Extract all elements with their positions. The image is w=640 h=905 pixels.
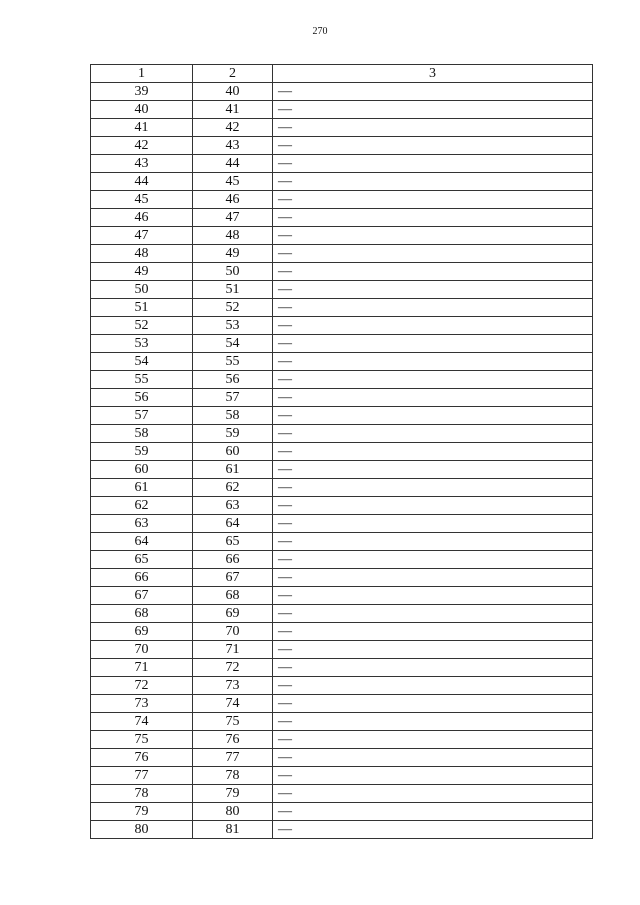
table-cell-c1: 60 <box>91 461 193 479</box>
table-row <box>91 461 593 479</box>
table-cell-c2: 42 <box>193 119 273 137</box>
table-cell-c1: 65 <box>91 551 193 569</box>
table-row <box>91 335 593 353</box>
table-cell-c2: 53 <box>193 317 273 335</box>
table-cell-c2: 56 <box>193 371 273 389</box>
table-cell-c3: — <box>273 281 593 299</box>
table-cell-c2: 66 <box>193 551 273 569</box>
table-cell-c3: — <box>273 569 593 587</box>
table-cell-c1: 56 <box>91 389 193 407</box>
table-cell-c3: — <box>273 137 593 155</box>
table-row <box>91 245 593 263</box>
table-cell-c1: 45 <box>91 191 193 209</box>
table-cell-c1: 80 <box>91 821 193 839</box>
table-cell-c3: — <box>273 533 593 551</box>
table-row <box>91 767 593 785</box>
table-cell-c2: 57 <box>193 389 273 407</box>
table-cell-c2: 63 <box>193 497 273 515</box>
table-cell-c1: 52 <box>91 317 193 335</box>
table-cell-c2: 44 <box>193 155 273 173</box>
table-cell-c3: — <box>273 407 593 425</box>
table-cell-c3: — <box>273 101 593 119</box>
table-cell-c3: — <box>273 605 593 623</box>
table-cell-c2: 78 <box>193 767 273 785</box>
table-cell-c2: 72 <box>193 659 273 677</box>
table-cell-c2: 59 <box>193 425 273 443</box>
table-row <box>91 371 593 389</box>
table-cell-c2: 79 <box>193 785 273 803</box>
table-cell-c3: — <box>273 461 593 479</box>
table-cell-c2: 64 <box>193 515 273 533</box>
table-row <box>91 821 593 839</box>
table-cell-c1: 53 <box>91 335 193 353</box>
table-row <box>91 605 593 623</box>
table-cell-c3: — <box>273 245 593 263</box>
table-cell-c2: 81 <box>193 821 273 839</box>
table-cell-c2: 43 <box>193 137 273 155</box>
table-cell-c1: 61 <box>91 479 193 497</box>
table-cell-c3: — <box>273 443 593 461</box>
table-cell-c1: 50 <box>91 281 193 299</box>
table-row <box>91 263 593 281</box>
table-cell-c2: 49 <box>193 245 273 263</box>
table-cell-c3: — <box>273 335 593 353</box>
table-cell-c3: — <box>273 785 593 803</box>
table-cell-c2: 54 <box>193 335 273 353</box>
table-cell-c1: 68 <box>91 605 193 623</box>
table-cell-c3: — <box>273 263 593 281</box>
table-cell-c1: 70 <box>91 641 193 659</box>
table-body <box>91 83 593 839</box>
table-row <box>91 659 593 677</box>
table-cell-c1: 58 <box>91 425 193 443</box>
table-row <box>91 515 593 533</box>
column-header-2: 2 <box>193 65 273 83</box>
table-cell-c2: 68 <box>193 587 273 605</box>
table-cell-c3: — <box>273 695 593 713</box>
table-cell-c1: 69 <box>91 623 193 641</box>
table-cell-c3: — <box>273 191 593 209</box>
table-cell-c2: 76 <box>193 731 273 749</box>
table-cell-c1: 42 <box>91 137 193 155</box>
table-row <box>91 173 593 191</box>
table-row <box>91 803 593 821</box>
column-header-1: 1 <box>91 65 193 83</box>
table-row <box>91 623 593 641</box>
table-cell-c3: — <box>273 713 593 731</box>
table-row <box>91 677 593 695</box>
table-cell-c2: 69 <box>193 605 273 623</box>
table-cell-c3: — <box>273 551 593 569</box>
table-cell-c2: 40 <box>193 83 273 101</box>
table-cell-c3: — <box>273 623 593 641</box>
table-cell-c1: 47 <box>91 227 193 245</box>
table-cell-c1: 48 <box>91 245 193 263</box>
table-cell-c3: — <box>273 389 593 407</box>
table-row <box>91 551 593 569</box>
table-cell-c3: — <box>273 299 593 317</box>
table-cell-c2: 55 <box>193 353 273 371</box>
table-cell-c2: 46 <box>193 191 273 209</box>
table-row <box>91 407 593 425</box>
table-cell-c1: 39 <box>91 83 193 101</box>
table-cell-c3: — <box>273 155 593 173</box>
table-cell-c2: 62 <box>193 479 273 497</box>
table-row <box>91 569 593 587</box>
table-cell-c2: 41 <box>193 101 273 119</box>
table-cell-c1: 54 <box>91 353 193 371</box>
table-cell-c1: 77 <box>91 767 193 785</box>
table-cell-c2: 51 <box>193 281 273 299</box>
table-cell-c3: — <box>273 353 593 371</box>
table-cell-c1: 43 <box>91 155 193 173</box>
table-cell-c1: 79 <box>91 803 193 821</box>
table-row <box>91 389 593 407</box>
table-cell-c3: — <box>273 803 593 821</box>
table-cell-c1: 46 <box>91 209 193 227</box>
header-row <box>91 65 593 83</box>
table-cell-c1: 72 <box>91 677 193 695</box>
table-row <box>91 731 593 749</box>
table-cell-c2: 50 <box>193 263 273 281</box>
table-row <box>91 137 593 155</box>
table-row <box>91 299 593 317</box>
table-row <box>91 155 593 173</box>
table-cell-c3: — <box>273 497 593 515</box>
table-row <box>91 353 593 371</box>
table-cell-c3: — <box>273 83 593 101</box>
table-header <box>91 65 593 83</box>
table-cell-c1: 62 <box>91 497 193 515</box>
table-cell-c1: 49 <box>91 263 193 281</box>
table-cell-c1: 57 <box>91 407 193 425</box>
table-cell-c1: 59 <box>91 443 193 461</box>
table-cell-c2: 71 <box>193 641 273 659</box>
table-row <box>91 479 593 497</box>
table-cell-c2: 75 <box>193 713 273 731</box>
table-row <box>91 209 593 227</box>
table-row <box>91 641 593 659</box>
table-row <box>91 281 593 299</box>
page-number: 270 <box>312 26 328 37</box>
table-cell-c3: — <box>273 317 593 335</box>
table-cell-c2: 73 <box>193 677 273 695</box>
table-cell-c2: 48 <box>193 227 273 245</box>
table-cell-c3: — <box>273 749 593 767</box>
table-cell-c3: — <box>273 209 593 227</box>
table-cell-c1: 40 <box>91 101 193 119</box>
table-cell-c1: 41 <box>91 119 193 137</box>
table-cell-c2: 77 <box>193 749 273 767</box>
table-row <box>91 587 593 605</box>
table-cell-c2: 80 <box>193 803 273 821</box>
table-row <box>91 785 593 803</box>
table-cell-c3: — <box>273 821 593 839</box>
table-cell-c1: 71 <box>91 659 193 677</box>
table-row <box>91 101 593 119</box>
table-cell-c1: 78 <box>91 785 193 803</box>
table-row <box>91 425 593 443</box>
table-cell-c2: 45 <box>193 173 273 191</box>
table-cell-c2: 58 <box>193 407 273 425</box>
data-table <box>90 64 593 839</box>
table-cell-c1: 74 <box>91 713 193 731</box>
table-cell-c3: — <box>273 587 593 605</box>
table-row <box>91 119 593 137</box>
table-cell-c2: 61 <box>193 461 273 479</box>
table-row <box>91 227 593 245</box>
table-cell-c1: 76 <box>91 749 193 767</box>
table-cell-c1: 51 <box>91 299 193 317</box>
table-cell-c2: 47 <box>193 209 273 227</box>
table-row <box>91 497 593 515</box>
table-cell-c1: 44 <box>91 173 193 191</box>
table-row <box>91 443 593 461</box>
table-cell-c3: — <box>273 479 593 497</box>
table-cell-c2: 65 <box>193 533 273 551</box>
table-cell-c3: — <box>273 659 593 677</box>
table-cell-c3: — <box>273 227 593 245</box>
table-cell-c2: 52 <box>193 299 273 317</box>
column-header-3: 3 <box>273 65 593 83</box>
table-cell-c1: 66 <box>91 569 193 587</box>
table-row <box>91 749 593 767</box>
table-cell-c3: — <box>273 371 593 389</box>
table-row <box>91 191 593 209</box>
table-cell-c3: — <box>273 119 593 137</box>
table-cell-c3: — <box>273 425 593 443</box>
table-cell-c3: — <box>273 731 593 749</box>
table-cell-c3: — <box>273 677 593 695</box>
table-cell-c2: 60 <box>193 443 273 461</box>
table-cell-c1: 67 <box>91 587 193 605</box>
table-cell-c1: 55 <box>91 371 193 389</box>
table-row <box>91 83 593 101</box>
table-cell-c1: 73 <box>91 695 193 713</box>
table-row <box>91 533 593 551</box>
table-row <box>91 713 593 731</box>
table-cell-c3: — <box>273 641 593 659</box>
table-cell-c1: 64 <box>91 533 193 551</box>
table-cell-c3: — <box>273 515 593 533</box>
table-cell-c2: 74 <box>193 695 273 713</box>
table-cell-c1: 63 <box>91 515 193 533</box>
table-cell-c1: 75 <box>91 731 193 749</box>
table-cell-c3: — <box>273 173 593 191</box>
table-cell-c2: 70 <box>193 623 273 641</box>
table-row <box>91 317 593 335</box>
table-cell-c2: 67 <box>193 569 273 587</box>
table-cell-c3: — <box>273 767 593 785</box>
table-row <box>91 695 593 713</box>
